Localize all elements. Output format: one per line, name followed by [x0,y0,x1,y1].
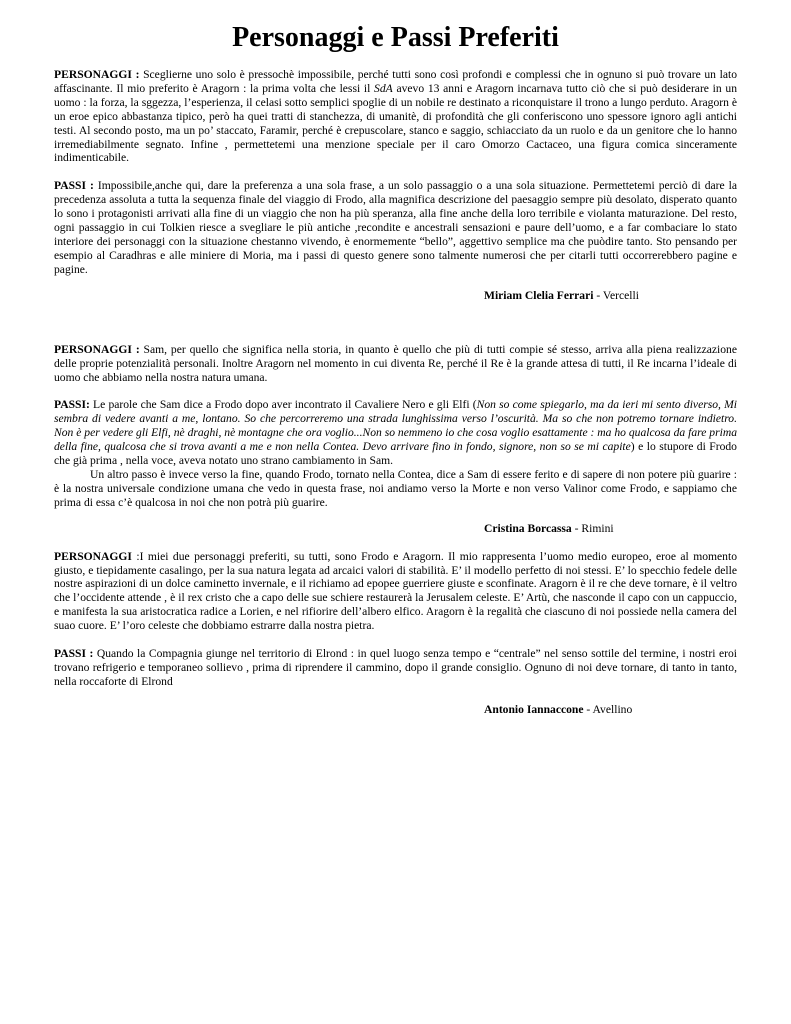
personaggi-text: Sam, per quello che significa nella storia, in quanto è quello che più di tutti compie sé stesso, arriva alla piena realizzazione delle proprie potenzialità personali. Inoltre Aragorn nel momento in cui diventa Re, perché il Re è la grande attesa di tutti, il Re incarna l’ideale di uomo che abbiamo nella nostra natura umana. [54,342,737,384]
passi-text: Impossibile,anche qui, dare la preferenza a una sola frase, a un solo passaggio o a una sola situazione. Permettetemi perciò di dare la precedenza assoluta a tutta la sequenza finale del viaggio di Frodo, alla magnifica descrizione del paesaggio sempre più desolato, disperato quanto lo sono i protagonisti arrivati alla fine di un viaggio che non ha più speranza, alla fine anche della loro terribile e violanta maturazione. Del resto, ogni passaggio in cui Tolkien riesce a svegliare le più antiche ,recondite e ancestrali sensazioni e paure dell’uomo, e a far combaciare lo stato interiore dei personaggi con la situazione chestanno vivendo, è enormemente “bello”, aggettivo semplice ma che puòdire tanto. Sto pensando per esempio al Caradhras e alle miniere di Moria, ma i passi di questo genere sono talmente numerosi che per citarli tutti occorrerebbero pagine e pagine. [54,179,738,276]
personaggi-italic: SdA [374,81,393,95]
entry-2-personaggi [54,343,737,385]
personaggi-text-cont: avevo 13 anni e Aragorn incarnava tutto ciò che si può desiderare in un uomo : la forza, la sggezza, l’esperienza, il celasi sotto semplici spoglie di un nobile re destinato a riconquistare il trono a lungo perduto. Aragorn è un eroe epico abbastanza tipico, però ha quei tratti di stanchezza, di umanitè, di profondità che gli conferiscono uno spessore ignoro agli antichi testi. Al secondo posto, ma un po’ staccato, Faramir, perché è crepuscolare, stanco e saggio, schiacciato da un ruolo e da un genitore che lo hanno irremediabilmente segnato. Infine , permettetemi una menzione speciale per il caro Omorzo Cactaceo, una figura comica sinceramente indimenticabile. [54,81,737,165]
author-city: - Rimini [571,521,614,535]
passi-label: PASSI : [54,179,94,193]
entry-1-personaggi [54,68,737,165]
personaggi-label: PERSONAGGI : [54,68,140,81]
passi-quote: Non so come spiegarlo, ma da ieri mi sento diverso, Mi sembra di vedere avanti a me, lontano. So che percorreremo una strada lunghissima verso l’oscurità. Ma so che non potremo tornare indietro. Non è per vedere gli Elfi, nè draghi, nè montagne che ora voglio...Non so nemmeno io che cosa voglio esattamente : ma ho qualcosa da fare prima della fine, qualcosa che si trova avanti a me e non nella Contea. Devo arrivare fino in fondo, signore, non so se mi capite [54,398,737,454]
personaggi-label: PERSONAGGI : [54,342,140,356]
entry-3-author [484,703,791,717]
author-city: - Vercelli [593,288,639,302]
passi-label: PASSI: [54,398,90,412]
entry-2-author [484,522,791,536]
entry-3-passi [54,647,737,689]
entry-3-personaggi [54,550,737,633]
author-name: Cristina Borcassa [484,521,572,535]
passi-label: PASSI : [54,647,94,661]
personaggi-text: Sceglierne uno solo è pressochè impossibile, perché tutti sono così profondi e complessi che in ognuno si può trovare un lato affascinante. Il mio preferito è Aragorn : la prima volta che lessi il [54,68,737,95]
entry-2-passi-extra: Un altro passo è invece verso la fine, quando Frodo, tornato nella Contea, dice a Sam di essere ferito e di sapere di non potere più guarire : è la nostra universale condizione umana che vedo in questa frase, noi andiamo verso la Morte e non verso Valinor come Frodo, e sappiamo che prima di essa c’è qualcosa in noi che non potrà più guarire. [54,467,737,509]
passi-text-cont: ) e lo stupore di Frodo che già prima , nella voce, aveva notato uno strano cambiamento in Sam. [54,440,737,468]
author-name: Miriam Clelia Ferrari [484,288,594,302]
author-name: Antonio Iannaccone [484,702,584,716]
entry-1-passi [54,179,737,276]
document-page [54,0,737,717]
author-city: - Avellino [583,702,633,716]
page-title: Personaggi e Passi Preferiti [232,22,559,53]
passi-text: Le parole che Sam dice a Frodo dopo aver incontrato il Cavaliere Nero e gli Elfi ( [89,398,477,412]
personaggi-label: PERSONAGGI [54,549,132,563]
passi-text: Quando la Compagnia giunge nel territorio di Elrond : in quel luogo senza tempo e “centrale” nel senso sottile del termine, i nostri eroi trovano refrigerio e temporaneo sollievo , prima di riprendere il cammino, dopo il grande consiglio. Ognuno di noi deve tornare, di tanto in tanto, nella roccaforte di Elrond [54,647,737,688]
entry-1-author [484,289,791,303]
entry-2-passi [54,398,737,468]
personaggi-text: :I miei due personaggi preferiti, su tutti, sono Frodo e Aragorn. Il mio rappresenta l’uomo medio europeo, eroe al momento giusto, e tiepidamente casalingo, per la sua natura legata ad arcaici valori di stabilità. E’ il modello perfetto di noi stessi. E’ lo specchio fedele delle nostre aspirazioni di un dolce caminetto invernale, e il richiamo ad epopee guerriere giuste e sconfinate. Aragorn è il re che deve tornare, è il veltro che l’occidente attende , è il rex cristo che a capo delle sue schiere restaurerà la Jerusalem celeste. E’ Artù, che nasconde il capo con un cappuccio, e manifesta la sua aristocratica radice a Lorien, e nel rifiorire dell’albero elfico. Aragorn è la regalità che ciascuno di noi possiede nella camera del suao cuore. E’ l’oro celeste che dobbiamo estrarre dalla nostra pietra. [54,549,737,633]
